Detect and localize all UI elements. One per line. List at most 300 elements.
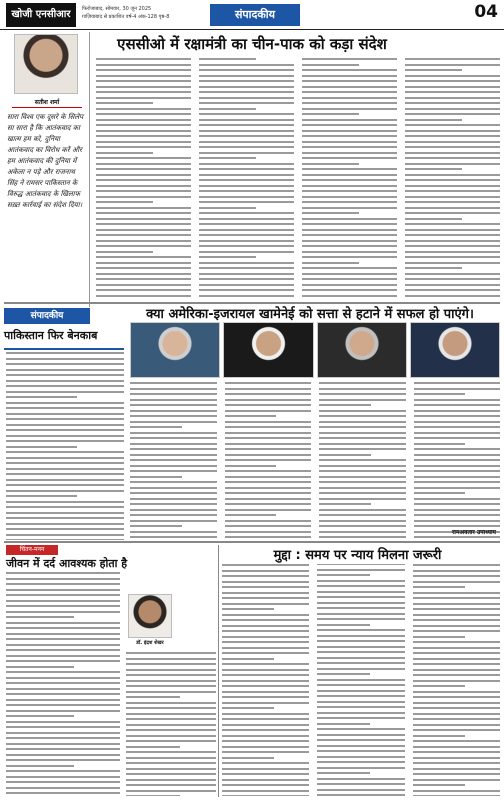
text-line — [317, 624, 369, 626]
text-line — [126, 773, 216, 775]
text-line — [222, 784, 309, 786]
text-line — [405, 124, 500, 126]
text-line — [126, 784, 216, 786]
text-line — [319, 525, 406, 527]
text-line — [199, 190, 294, 192]
text-line — [302, 196, 397, 198]
text-line — [130, 399, 217, 401]
text-line — [317, 750, 404, 752]
text-line — [199, 91, 294, 93]
text-line — [225, 454, 312, 456]
text-line — [96, 240, 191, 242]
text-line — [225, 487, 312, 489]
text-line — [414, 454, 501, 456]
text-line — [317, 756, 404, 758]
text-line — [126, 740, 216, 742]
text-line — [6, 616, 74, 618]
text-line — [414, 509, 501, 511]
text-line — [96, 207, 191, 209]
text-line — [6, 710, 120, 712]
text-line — [405, 64, 500, 66]
text-line — [6, 578, 120, 580]
text-line — [317, 668, 404, 670]
text-line — [222, 669, 309, 671]
text-line — [126, 669, 216, 671]
text-line — [405, 256, 500, 258]
masthead — [0, 0, 504, 30]
text-line — [302, 190, 397, 192]
text-line — [302, 141, 397, 143]
text-line — [130, 426, 182, 428]
text-line — [6, 644, 120, 646]
text-line — [6, 358, 124, 360]
text-line — [222, 647, 309, 649]
text-line — [199, 64, 294, 66]
text-line — [222, 718, 309, 720]
text-line — [413, 597, 500, 599]
text-line — [126, 735, 216, 737]
text-line — [6, 391, 124, 393]
text-line — [222, 735, 309, 737]
text-line — [126, 713, 216, 715]
text-line — [302, 97, 397, 99]
text-line — [96, 295, 191, 297]
text-line — [6, 759, 120, 761]
text-line — [199, 80, 294, 82]
text-line — [6, 528, 124, 530]
text-line — [302, 278, 397, 280]
text-line — [199, 130, 294, 132]
text-line — [222, 768, 309, 770]
text-line — [225, 531, 312, 533]
photo-1 — [130, 322, 220, 378]
text-line — [405, 69, 462, 71]
text-line — [225, 492, 312, 494]
text-line — [222, 691, 309, 693]
text-line — [413, 685, 465, 687]
text-line — [413, 707, 500, 709]
text-line — [199, 245, 294, 247]
text-line — [96, 185, 191, 187]
text-line — [405, 102, 500, 104]
text-line — [414, 426, 501, 428]
text-line — [199, 207, 256, 209]
text-line — [317, 706, 404, 708]
text-line — [130, 448, 217, 450]
text-line — [225, 536, 312, 538]
text-line — [126, 702, 216, 704]
text-line — [413, 581, 500, 583]
text-line — [6, 649, 120, 651]
text-line — [405, 174, 500, 176]
text-line — [302, 245, 397, 247]
text-line — [414, 399, 501, 401]
text-line — [225, 388, 312, 390]
text-line — [6, 484, 124, 486]
text-line — [199, 124, 294, 126]
text-line — [126, 729, 216, 731]
second-headline: क्या अमेरिका-इजरायल खामेनेई को सत्ता से हटाने में सफल हो पाएंगे। — [146, 307, 474, 322]
text-line — [302, 119, 397, 121]
text-line — [302, 168, 397, 170]
text-line — [302, 108, 397, 110]
text-line — [302, 80, 397, 82]
text-line — [225, 382, 312, 384]
text-line — [413, 691, 500, 693]
text-line — [317, 701, 404, 703]
text-line — [319, 443, 406, 445]
text-line — [405, 91, 500, 93]
text-line — [96, 223, 191, 225]
text-line — [413, 751, 500, 753]
text-line — [302, 212, 359, 214]
text-line — [130, 410, 217, 412]
text-line — [130, 492, 217, 494]
text-line — [225, 525, 312, 527]
text-line — [96, 119, 191, 121]
photo-strip — [130, 322, 500, 378]
text-line — [126, 746, 180, 748]
text-line — [96, 102, 153, 104]
text-line — [222, 790, 309, 792]
text-line — [222, 762, 309, 764]
text-line — [302, 152, 397, 154]
text-line — [6, 671, 120, 673]
text-line — [6, 682, 120, 684]
text-line — [302, 223, 397, 225]
text-line — [222, 652, 309, 654]
text-line — [199, 201, 294, 203]
text-line — [199, 108, 256, 110]
text-line — [413, 790, 500, 792]
text-line — [413, 680, 500, 682]
text-line — [96, 174, 191, 176]
text-line — [130, 481, 217, 483]
text-line — [6, 374, 124, 376]
text-line — [126, 768, 216, 770]
text-line — [6, 627, 120, 629]
text-line — [6, 611, 120, 613]
text-line — [96, 168, 191, 170]
text-line — [317, 712, 404, 714]
text-line — [302, 267, 397, 269]
text-line — [96, 64, 191, 66]
text-line — [126, 724, 216, 726]
author-name: डॉ. इंद्रश शेखर — [136, 640, 164, 646]
text-line — [6, 468, 124, 470]
text-line — [317, 679, 404, 681]
text-line — [319, 492, 406, 494]
text-line — [126, 674, 216, 676]
text-line — [6, 440, 124, 442]
text-line — [302, 229, 397, 231]
text-line — [405, 190, 500, 192]
text-line — [6, 704, 120, 706]
text-line — [319, 426, 406, 428]
text-line — [413, 757, 500, 759]
text-line — [414, 481, 501, 483]
text-line — [413, 674, 500, 676]
text-line — [405, 212, 500, 214]
text-line — [222, 724, 309, 726]
text-line — [405, 163, 500, 165]
subhead: पाकिस्तान फिर बेनकाब — [4, 329, 98, 342]
text-line — [222, 564, 309, 566]
text-line — [130, 509, 217, 511]
text-line — [130, 443, 217, 445]
text-line — [96, 245, 191, 247]
text-line — [317, 728, 404, 730]
text-line — [225, 465, 277, 467]
text-line — [317, 783, 404, 785]
text-line — [222, 575, 309, 577]
text-line — [199, 234, 294, 236]
text-line — [96, 91, 191, 93]
text-line — [199, 102, 294, 104]
text-line — [96, 273, 191, 275]
text-line — [405, 273, 500, 275]
text-line — [302, 295, 397, 297]
text-line — [6, 748, 120, 750]
text-line — [414, 514, 501, 516]
text-line — [6, 451, 124, 453]
text-line — [405, 86, 500, 88]
text-line — [96, 135, 191, 137]
text-line — [405, 262, 500, 264]
section-label: संपादकीय — [4, 308, 90, 324]
text-line — [413, 564, 500, 566]
text-line — [126, 795, 180, 796]
text-line — [413, 625, 500, 627]
text-line — [222, 619, 309, 621]
text-line — [405, 97, 500, 99]
text-line — [405, 152, 500, 154]
text-line — [414, 415, 501, 417]
text-line — [199, 251, 294, 253]
text-line — [413, 603, 500, 605]
text-line — [225, 432, 312, 434]
text-line — [6, 490, 124, 492]
text-line — [96, 69, 191, 71]
text-line — [405, 141, 500, 143]
text-line — [405, 196, 500, 198]
text-line — [222, 630, 309, 632]
text-line — [413, 713, 500, 715]
text-line — [413, 779, 500, 781]
second-body — [130, 382, 500, 538]
text-line — [96, 124, 191, 126]
text-line — [199, 273, 294, 275]
text-line — [199, 86, 294, 88]
text-line — [413, 784, 465, 786]
text-line — [6, 715, 74, 717]
text-line — [317, 580, 404, 582]
text-line — [96, 163, 191, 165]
text-line — [130, 470, 217, 472]
text-line — [405, 157, 500, 159]
text-line — [130, 465, 217, 467]
text-line — [317, 596, 404, 598]
text-line — [6, 363, 124, 365]
text-line — [126, 691, 216, 693]
text-line — [405, 251, 500, 253]
text-line — [405, 218, 462, 220]
text-line — [222, 614, 309, 616]
text-line — [414, 503, 501, 505]
text-line — [302, 113, 359, 115]
text-line — [222, 674, 309, 676]
text-line — [405, 108, 500, 110]
text-line — [6, 429, 124, 431]
text-line — [199, 146, 294, 148]
text-line — [126, 696, 180, 698]
text-line — [414, 448, 501, 450]
text-line — [405, 240, 500, 242]
text-line — [130, 421, 217, 423]
text-line — [319, 520, 406, 522]
text-line — [413, 608, 500, 610]
text-line — [96, 97, 191, 99]
text-line — [414, 382, 501, 384]
text-line — [405, 201, 500, 203]
text-line — [130, 459, 217, 461]
text-line — [319, 399, 406, 401]
text-line — [222, 779, 309, 781]
text-line — [199, 113, 294, 115]
text-line — [302, 163, 359, 165]
text-line — [414, 498, 501, 500]
text-line — [6, 765, 74, 767]
text-line — [317, 657, 404, 659]
text-line — [96, 75, 191, 77]
text-line — [405, 267, 462, 269]
text-line — [126, 658, 216, 660]
text-line — [405, 146, 500, 148]
text-line — [317, 602, 404, 604]
text-line — [6, 495, 77, 497]
text-line — [317, 761, 404, 763]
text-line — [6, 457, 124, 459]
text-line — [405, 135, 500, 137]
paper-logo: खोजी एनसीआर — [6, 3, 76, 27]
text-line — [225, 443, 312, 445]
text-line — [130, 432, 217, 434]
text-line — [6, 770, 120, 772]
text-line — [199, 212, 294, 214]
text-line — [6, 776, 120, 778]
text-line — [319, 410, 406, 412]
text-line — [317, 684, 404, 686]
text-line — [6, 594, 120, 596]
text-line — [222, 740, 309, 742]
text-line — [225, 509, 312, 511]
text-line — [225, 476, 312, 478]
text-line — [413, 740, 500, 742]
text-line — [130, 531, 217, 533]
text-line — [405, 207, 500, 209]
text-line — [6, 418, 124, 420]
text-line — [126, 685, 216, 687]
text-line — [96, 218, 191, 220]
text-line — [130, 498, 217, 500]
text-line — [222, 636, 309, 638]
text-line — [96, 267, 191, 269]
text-line — [317, 717, 404, 719]
text-line — [222, 570, 309, 572]
fourth-body-b — [126, 652, 216, 796]
text-line — [302, 64, 359, 66]
text-line — [126, 751, 216, 753]
text-line — [225, 426, 312, 428]
text-line — [302, 218, 397, 220]
text-line — [130, 536, 217, 538]
text-line — [413, 570, 500, 572]
text-line — [319, 388, 406, 390]
text-line — [302, 157, 397, 159]
text-line — [222, 658, 274, 660]
text-line — [405, 113, 500, 115]
text-line — [405, 185, 500, 187]
text-line — [317, 778, 404, 780]
text-line — [413, 669, 500, 671]
text-line — [319, 509, 406, 511]
text-line — [302, 234, 397, 236]
text-line — [199, 256, 256, 258]
fourth-headline: जीवन में दर्द आवश्यक होता है — [6, 557, 128, 570]
text-line — [199, 267, 294, 269]
text-line — [319, 514, 406, 516]
pull-quote: सारा विश्व एक दूसरे के सिलेप सा सारा है कि आतंकवाद का खात्म हम को, दुनिया आतंकवाद का विरोध करें और हम आतंकवाद की दुनिया में अकेला न पड़े और राजनाथ सिंह ने रामसर पाकिस्तान के विरुद्ध आतंकवाद के खिलाफ सख़्त कार्रवाई का संदेश दिया। — [7, 113, 84, 209]
text-line — [222, 729, 309, 731]
text-line — [96, 113, 191, 115]
text-line — [413, 663, 500, 665]
text-line — [317, 591, 404, 593]
text-line — [225, 470, 312, 472]
text-line — [405, 289, 500, 291]
text-line — [225, 415, 277, 417]
text-line — [225, 437, 312, 439]
text-line — [126, 790, 216, 792]
text-line — [413, 658, 500, 660]
text-line — [413, 641, 500, 643]
text-line — [126, 779, 216, 781]
text-line — [319, 536, 406, 538]
third-headline: मुद्दा : समय पर न्याय मिलना जरूरी — [273, 548, 442, 563]
text-line — [317, 651, 404, 653]
text-line — [126, 663, 216, 665]
text-line — [199, 141, 294, 143]
text-line — [6, 666, 74, 668]
text-line — [302, 207, 397, 209]
text-line — [405, 80, 500, 82]
text-line — [96, 284, 191, 286]
text-line — [6, 633, 120, 635]
text-line — [302, 86, 397, 88]
text-line — [6, 512, 124, 514]
text-line — [414, 443, 466, 445]
text-line — [96, 179, 191, 181]
text-line — [317, 613, 404, 615]
text-line — [405, 229, 500, 231]
text-line — [199, 97, 294, 99]
text-line — [413, 768, 500, 770]
text-line — [319, 393, 406, 395]
text-line — [319, 498, 406, 500]
text-line — [130, 525, 182, 527]
lead-headline: एससीओ में रक्षामंत्री का चीन-पाक को कड़ा संदेश — [117, 35, 387, 53]
text-line — [6, 369, 124, 371]
text-line — [6, 501, 124, 503]
